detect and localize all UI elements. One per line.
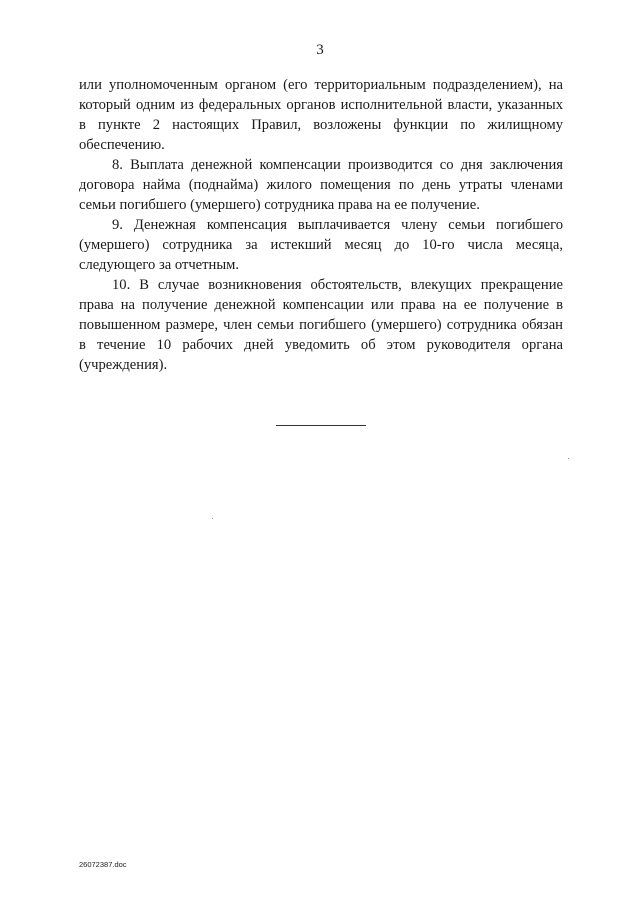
footer-file-code: 26072387.doc [79,860,127,869]
scan-speck [568,458,569,459]
scan-speck [212,518,213,519]
end-separator-line [276,425,366,426]
paragraph-9: 9. Денежная компенсация выплачивается члену семьи погибшего (умершего) сотрудника за истекший месяц до 10-го числа месяца, следующего за отчетным. [79,217,563,273]
paragraph-10: 10. В случае возникновения обстоятельств, влекущих прекращение права на получение денежной компенсации или права на ее получение в повышенном размере, член семьи погибшего (умершего) сотрудника обязан в течение 10 рабочих дней уведомить об этом руководителя органа (учреждения). [79,277,563,373]
page-number: 3 [316,42,324,58]
document-body [79,75,563,375]
paragraph-8: 8. Выплата денежной компенсации производится со дня заключения договора найма (поднайма) жилого помещения по день утраты членами семьи погибшего (умершего) сотрудника права на ее получение. [79,157,563,213]
paragraph-continuation: или уполномоченным органом (его территориальным подразделением), на который одним из федеральных органов исполнительной власти, указанных в пункте 2 настоящих Правил, возложены функции по жилищному обеспечению. [79,77,563,153]
